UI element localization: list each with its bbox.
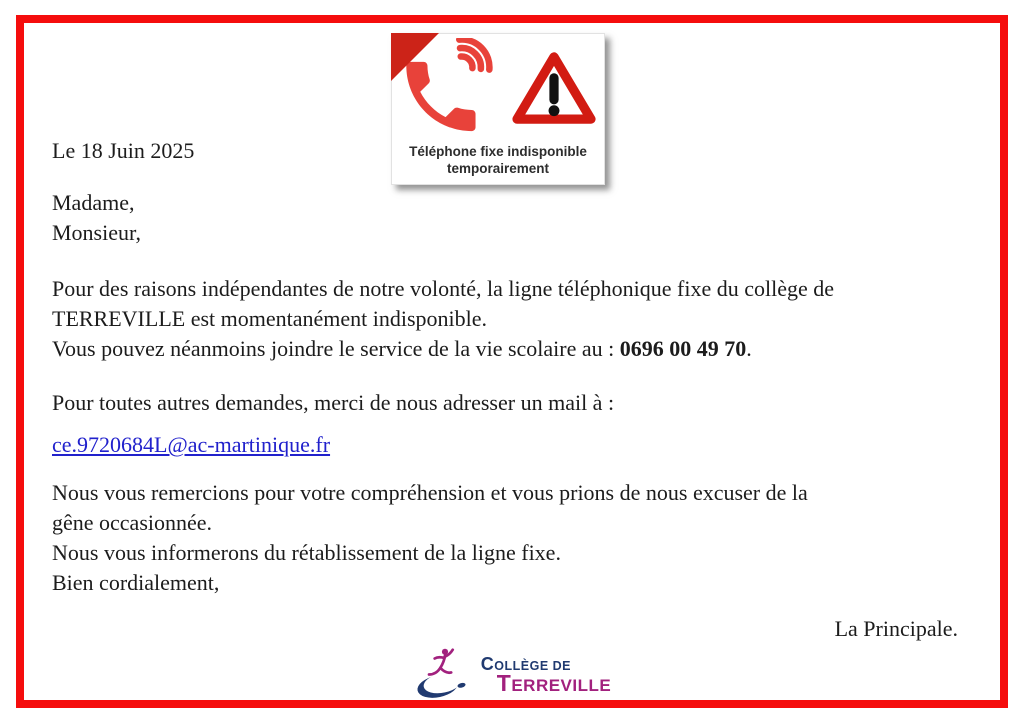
phone-sentence-prefix: Vous pouvez néanmoins joindre le service de la vie scolaire au : [52, 336, 620, 361]
closing-line: Nous vous informerons du rétablissement de la ligne fixe. [52, 540, 561, 565]
letter-date: Le 18 Juin 2025 [52, 138, 195, 163]
closing-line: Bien cordialement, [52, 570, 220, 595]
phone-number: 0696 00 49 70 [619, 336, 747, 361]
closing-line: gêne occasionnée. [52, 510, 213, 535]
logo-line-college-de: COLLÈGE DE [480, 654, 571, 674]
banner-title [392, 143, 604, 177]
warning-triangle-icon [512, 50, 596, 126]
email-link[interactable]: ce.9720684L@ac-martinique.fr [52, 432, 331, 457]
phone-sentence [52, 334, 834, 364]
banner-title-line1: Téléphone fixe indisponible [409, 144, 587, 159]
signature: La Principale. [834, 616, 958, 641]
phone-unavailable-banner [391, 33, 605, 185]
closing-paragraph [52, 478, 808, 598]
mail-request-line: Pour toutes autres demandes, merci de nous adresser un mail à : [52, 390, 615, 415]
school-logo [0, 645, 1024, 707]
corner-ribbon [391, 33, 439, 81]
closing-line: Nous vous remercions pour votre compréhension et vous prions de nous excuser de la [52, 480, 808, 505]
logo-mark-icon [413, 646, 477, 702]
paragraph-line: Pour des raisons indépendantes de notre volonté, la ligne téléphonique fixe du collège de [52, 276, 834, 301]
salutations [52, 188, 141, 248]
phone-sentence-suffix: . [746, 336, 752, 361]
paragraph-phone-outage [52, 274, 834, 364]
salutation-madame: Madame, [52, 190, 135, 215]
logo-line-terreville: TERREVILLE [496, 670, 612, 696]
paragraph-line: TERREVILLE est momentanément indisponible. [52, 306, 488, 331]
banner-title-line2: temporairement [446, 161, 550, 176]
salutation-monsieur: Monsieur, [52, 220, 141, 245]
logo-text [480, 654, 612, 696]
